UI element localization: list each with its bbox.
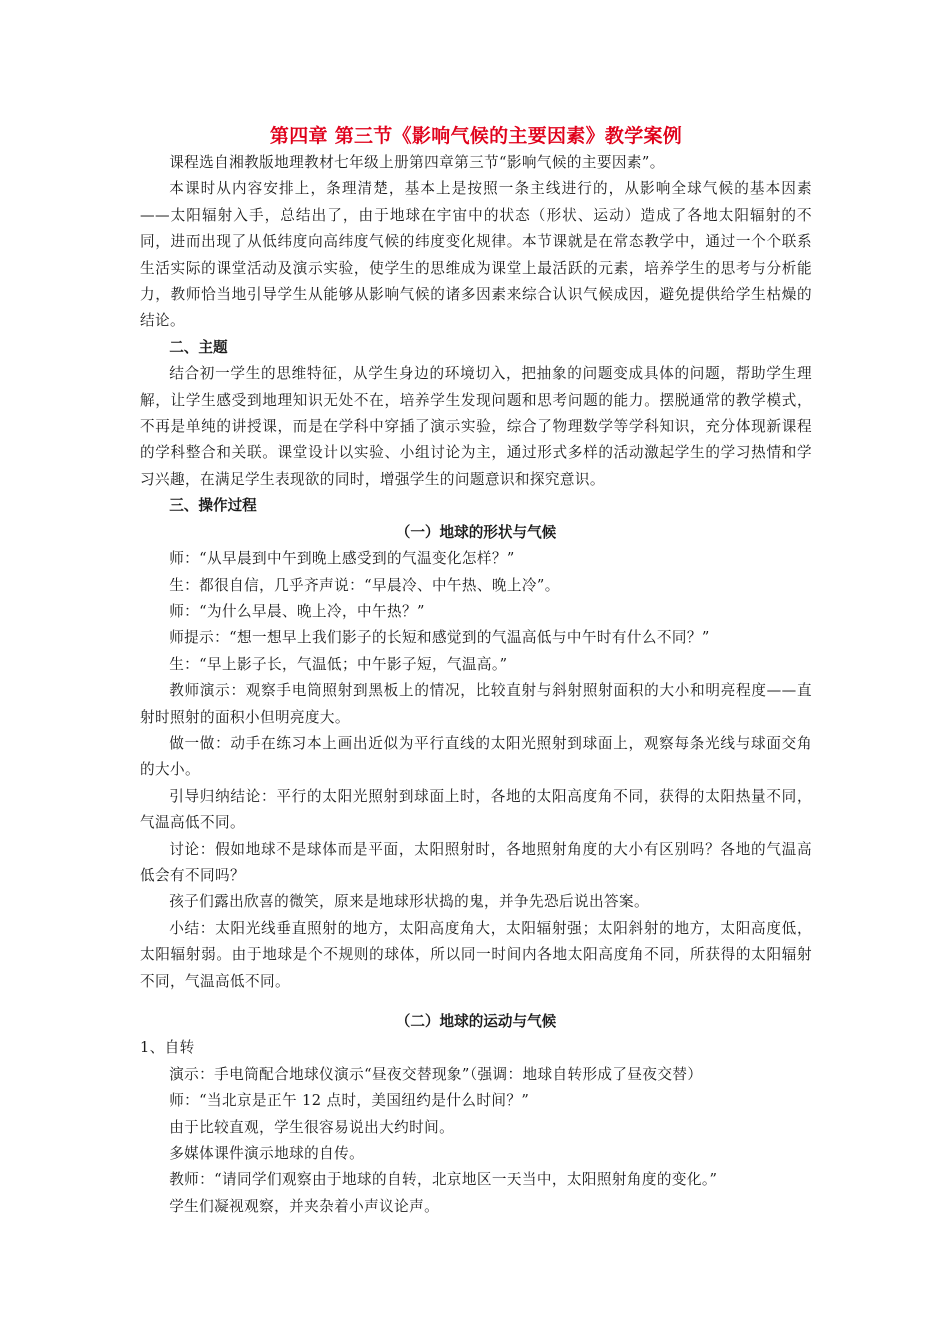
- dialogue-paragraph: 师：“当北京是正午 12 点时，美国纽约是什么时间？”: [169, 1092, 530, 1110]
- observation-paragraph: 孩子们露出欣喜的微笑，原来是地球形状捣的鬼，并争先恐后说出答案。: [169, 893, 649, 911]
- dialogue-paragraph: 教师：“请同学们观察由于地球的自转，北京地区一天当中，太阳照射角度的变化。”: [169, 1171, 718, 1189]
- subsection-heading-shape: （一）地球的形状与气候: [395, 523, 557, 541]
- dialogue-paragraph: 师：“从早晨到中午到晚上感受到的气温变化怎样？”: [169, 550, 515, 568]
- multimedia-paragraph: 多媒体课件演示地球的自传。: [169, 1145, 365, 1163]
- document-title: 第四章 第三节《影响气候的主要因素》教学案例: [269, 125, 683, 147]
- conclusion-paragraph: 引导归纳结论：平行的太阳光照射到球面上时，各地的太阳高度角不同，获得的太阳热量不同，气温高低不同。: [140, 787, 812, 832]
- section-heading-process: 三、操作过程: [169, 497, 257, 515]
- dialogue-paragraph: 生：“早上影子长，气温低；中午影子短，气温高。”: [169, 655, 508, 673]
- spacer: [140, 995, 812, 1009]
- dialogue-paragraph: 师：“为什么早晨、晚上冷，中午热？”: [169, 602, 425, 620]
- intro-paragraph: 课程选自湘教版地理教材七年级上册第四章第三节“影响气候的主要因素”。: [169, 154, 665, 171]
- dialogue-paragraph: 生：都很自信，几乎齐声说：“早晨冷、中午热、晚上冷”。: [169, 576, 560, 594]
- dialogue-paragraph: 师提示：“想一想早上我们影子的长短和感觉到的气温高低与中午时有什么不同？”: [169, 629, 710, 647]
- discussion-paragraph: 讨论：假如地球不是球体而是平面，太阳照射时，各地照射角度的大小有区别吗？各地的气温高低会有不同吗？: [140, 840, 812, 884]
- subsection-heading-motion: （二）地球的运动与气候: [395, 1013, 557, 1030]
- section-heading-theme: 二、主题: [169, 338, 228, 356]
- list-item-rotation: 1、自转: [140, 1039, 195, 1057]
- theme-paragraph: 结合初一学生的思维特征，从学生身边的环境切入，把抽象的问题变成具体的问题，帮助学生理解，让学生感受到地理知识无处不在，培养学生发现问题和思考问题的能力。摆脱通常的教学模式，不再是单纯的讲授课，而是在学科中穿插了演示实验，综合了物理数学等学科知识，充分体现新课程的学科整合和关联。课堂设计以实验、小组讨论为主，通过形式多样的活动激起学生的学习热情和学习兴趣，在满足学生表现欲的同时，增强学生的问题意识和探究意识。: [140, 365, 812, 488]
- document-page: [140, 124, 812, 1220]
- demo-paragraph: 演示：手电筒配合地球仪演示“昼夜交替现象”（强调：地球自转形成了昼夜交替）: [169, 1065, 703, 1083]
- intro-paragraph: 本课时从内容安排上，条理清楚，基本上是按照一条主线进行的，从影响全球气候的基本因素——太阳辐射入手，总结出了，由于地球在宇宙中的状态（形状、运动）造成了各地太阳辐射的不同，进而出现了从低纬度向高纬度气候的纬度变化规律。本节课就是在常态教学中，通过一个个联系生活实际的课堂活动及演示实验，使学生的思维成为课堂上最活跃的元素，培养学生的思考与分析能力，教师恰当地引导学生从能够从影响气候的诸多因素来综合认识气候成因，避免提供给学生枯燥的结论。: [140, 180, 812, 330]
- activity-paragraph: 做一做：动手在练习本上画出近似为平行直线的太阳光照射到球面上，观察每条光线与球面交角的大小。: [140, 734, 812, 779]
- observation-paragraph: 学生们凝视观察，并夹杂着小声议论声。: [169, 1197, 440, 1215]
- observation-paragraph: 由于比较直观，学生很容易说出大约时间。: [169, 1118, 455, 1136]
- summary-paragraph: 小结：太阳光线垂直照射的地方，太阳高度角大，太阳辐射强；太阳斜射的地方，太阳高度低，太阳辐射弱。由于地球是个不规则的球体，所以同一时间内各地太阳高度角不同，所获得的太阳辐射不同，气温高低不同。: [140, 919, 812, 990]
- demo-paragraph: 教师演示：观察手电筒照射到黑板上的情况，比较直射与斜射照射面积的大小和明亮程度——直射时照射的面积小但明亮度大。: [140, 682, 812, 726]
